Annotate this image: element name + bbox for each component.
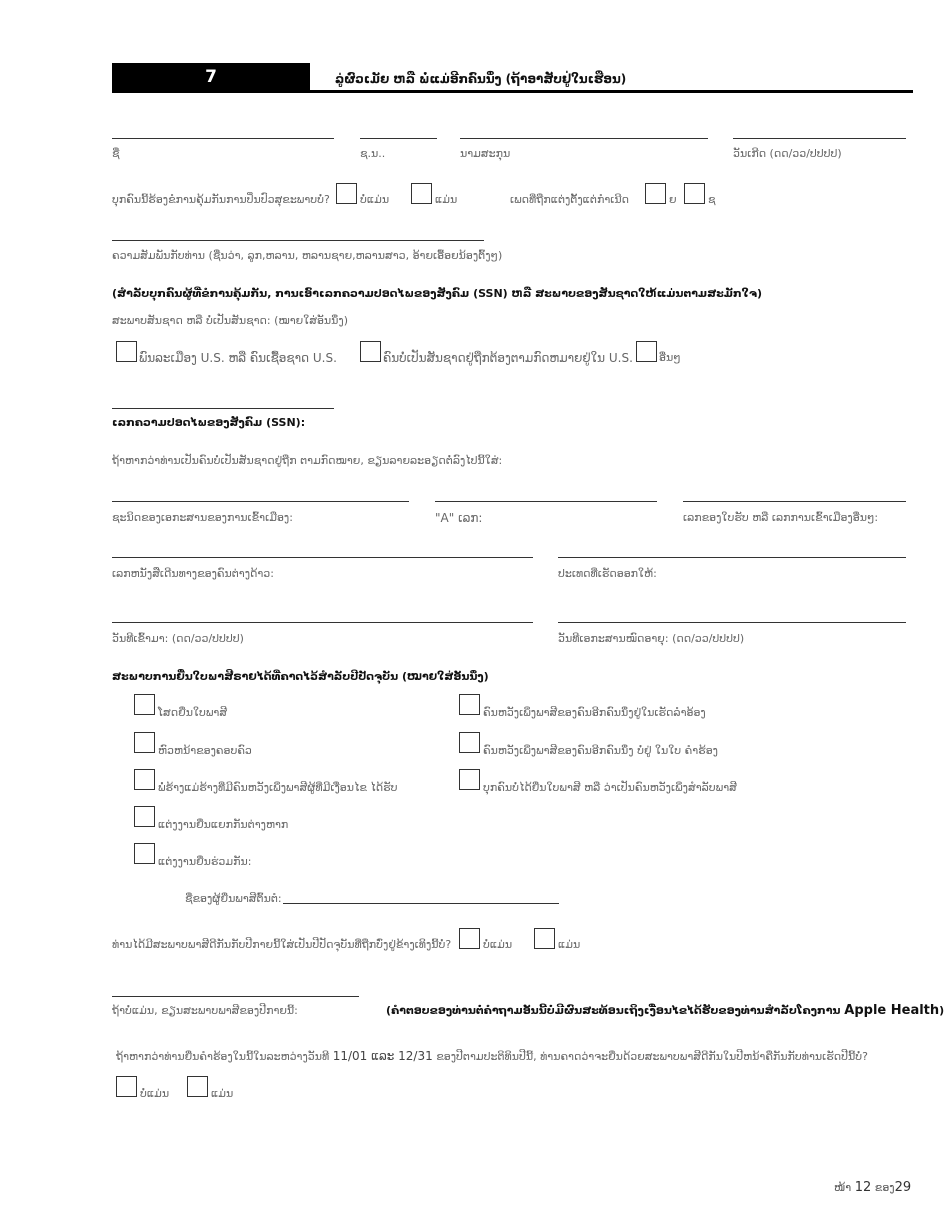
same-status-yes-label: ບໍ່ແມ່ນ [483,938,513,951]
entry-date-label: ວັນທີເຂົ້າມາ: (ດດ/ວວ/ປປປປ) [112,632,244,645]
sex-female-label: ຍ [669,193,677,206]
citizenship-label: ສະພາບສັນຊາດ ຫລື ບໍ່ເປັນສັນຊາດ: (ໝາຍໃສ່ອັນນຶ່ງ) [112,314,349,327]
next-year-prefix: ຖ້າຫາກວ່າທ່ານຍື່ນຄຳຮ້ອງໃນນີ້ໃນລະຫວ່າງວັນທີ [116,1050,333,1063]
coverage-no-checkbox[interactable] [411,183,432,204]
country-field[interactable] [558,557,906,558]
expiry-date-label: ວັນທີເອກະສານໝົດອາຍຸ: (ດດ/ວວ/ປປປປ) [558,632,745,645]
joint-filer-name-field[interactable] [283,903,559,904]
citizen-lawful-label: ຄົນບໍ່ເປັນສັນຊາດຢູ່ຖືກຕ້ອງຕາມກົດຫມາຍຢູ່ໃນ U.S. [383,351,633,365]
relationship-field[interactable] [112,240,484,241]
note-brand: Apple Health [844,1003,940,1018]
apple-health-note [386,1003,944,1018]
a-number-label: "A" ເລກ: [435,511,483,525]
tax-dependent-off-app-checkbox[interactable] [459,732,480,753]
section-number: 7 [112,63,310,93]
tax-head-household-checkbox[interactable] [134,732,155,753]
doc-type-label: ຊະນິດຂອງເອກະສານຂອງການເຂົ້າເມືອງ: [112,511,293,524]
tax-married-joint-label: ແຕ່ງງານຍື່ນຮ່ວມກັນ: [158,855,252,868]
tax-heading: ສະພາບການຍື່ນໃບພາສີຣາຍໄດ້ທີ່ຄາດໄວ້ສຳລັບປີປັດຈຸບັນ (ໝາຍໃສ່ອັນນຶ່ງ) [112,670,489,683]
sex-female-checkbox[interactable] [645,183,666,204]
tax-nonfiler-checkbox[interactable] [459,769,480,790]
tax-single-checkbox[interactable] [134,694,155,715]
next-year-yes-checkbox[interactable] [116,1076,137,1097]
country-label: ປະເທດທີ່ເຮັດອອກໃຫ້: [558,567,657,580]
coverage-yes-label: ບໍ່ແມ່ນ [360,193,390,206]
coverage-question: ບຸກຄົນນີ້ຮ້ອງຂໍການຄຸ້ມກັນການປິ່ນປົວສຸຂະພາບບໍ່? [112,193,330,206]
ssn-field[interactable] [112,408,334,409]
citizen-other-label: ອື່ນໆ [659,351,681,364]
expiry-date-field[interactable] [558,622,906,623]
entry-date-field[interactable] [112,622,533,623]
sex-label: ເພດທີ່ຖືກແຕ່ງຕັ້ງແຕ່ກຳເນີດ [510,193,630,206]
next-year-no-label: ແມ່ນ [211,1087,234,1100]
sex-male-label: ຊ [708,193,716,206]
passport-label: ເລກຫນັງສືເດີນທາງຂອງຄົນຕ່າງດ້າວ: [112,567,274,580]
sex-male-checkbox[interactable] [684,183,705,204]
citizen-lawful-checkbox[interactable] [360,341,381,362]
relationship-label: ຄວາມສັມພັນກັບທ່ານ (ຊື່ນວ່າ, ລູກ,ຫລານ, ຫລານຊາຍ,ຫລານສາວ, ອ້າຍເອື້ອຍນ້ອງຕົ້ງໆ) [112,249,503,262]
tax-nonfiler-label: ບຸກຄົນບໍ່ໄດ້ຍື່ນໃບພາສີ ຫລື ວ່າເປັນຄົນຫວັງເພິ່ງສຳລັບພາສີ [483,781,737,794]
tax-dependent-on-app-label: ຄົນຫວັງເພິ່ງພາສີຂອງຄົນອີກຄົນນຶ່ງຢູ່ໃນເຮັດລຳອ້ອງ [483,706,706,719]
header-rule [310,90,913,93]
next-year-dates: 11/01 ແລະ 12/31 [332,1049,433,1063]
mi-label: ຊ.ນ.. [360,147,386,160]
tax-single-label: ໂສດຍື່ນໃບພາສີ [158,706,228,719]
same-status-question: ທ່ານໄດ້ມີສະພາບພາສີດີກັນກັບປີກາຍນີ້ໃສ່ເປັນປີປັດຈຸບັນທີ່ຖືກບົ່ງຢູ່ຂ້າງເທິງນີ້ບໍ່? [112,938,452,951]
last-year-status-field[interactable] [112,996,359,997]
joint-filer-name-label: ຊື່ຂອງຜູ້ຍື່ນພາສີຕົ້ນຕໍ: [185,892,282,905]
note-prefix: (ຄຳຕອບຂອງທ່ານຕໍ່ຄຳຖາມອັນນີ້ບໍ່ມີຜົນສະທ້ອນເຖິງເງື່ອນໄຂໄດ້ຮັບຂອງທ່ານສຳລັບໂຄງການ [386,1004,845,1017]
tax-widow-checkbox[interactable] [134,769,155,790]
card-number-label: ເລກຂອງໃບຮັບ ຫລື ເລກການເຂົ້າເມືອງອື່ນໆ: [683,511,879,524]
ssn-label: ເລກຄວາມປອດໄພຂອງສັງຄົມ (SSN): [112,416,306,429]
next-year-no-checkbox[interactable] [187,1076,208,1097]
card-number-field[interactable] [683,501,906,502]
dob-field[interactable] [733,138,906,139]
coverage-yes-checkbox[interactable] [336,183,357,204]
name-field[interactable] [112,138,334,139]
coverage-no-label: ແມ່ນ [435,193,458,206]
next-year-question [116,1049,868,1063]
next-year-yes-label: ບໍ່ແມ່ນ [140,1087,170,1100]
section-title: ລູ່ຜົວເມັຍ ຫລື ພໍ່ແມ່ອີກຄົນນຶ່ງ (ຖ້າອາສັບຢູ່ໃນເຮືອນ) [335,72,627,86]
citizen-us-checkbox[interactable] [116,341,137,362]
tax-dependent-off-app-label: ຄົນຫວັງເພິ່ງພາສີຂອງຄົນອີກຄົນນຶ່ງ ບໍ່ຢູ່ ໃນໃບ ຄຳຮ້ອງ [483,744,718,757]
surname-label: ນາມສະກຸນ [460,147,511,160]
next-year-suffix: ຂອງປີຕາມປະຕິທິນປີນີ້, ທ່ານຄາດວ່າຈະຍື່ນດ້ວຍສະພາບພາສີດີກັນໃນປີຫນ້າຄືກັນກັບທ່ານເຮັດປີນີ້ບໍ່? [432,1050,868,1063]
mi-field[interactable] [360,138,437,139]
tax-head-household-label: ຫົວຫນ້າຂອງຄອບຄົວ [158,744,252,757]
tax-married-separate-label: ແຕ່ງງານຍື່ນແຍກກັນຕ່າງຫາກ [158,818,289,831]
page-current: 12 [854,1180,872,1195]
page-prefix: ໜ້າ [834,1181,852,1194]
immigration-intro: ຖ້າຫາກວ່າທ່ານເປັນຄົນບໍ່ເປັນສັນຊາດຢູ່ຖືກ ຕາມກົດໝາຍ, ຂຽນລາຍລະອຽດຕໍ່ລົງໄປນີ້ໃສ່: [112,454,503,467]
page-total: 29 [894,1180,912,1195]
citizen-us-label: ພົນລະເມືອງ U.S. ຫລື ຄົນເຊື້ອຊາດ U.S. [139,351,337,365]
surname-field[interactable] [460,138,708,139]
dob-label: ວັນເກີດ (ດດ/ວວ/ປປປປ) [733,147,842,160]
doc-type-field[interactable] [112,501,409,502]
same-status-no-checkbox[interactable] [534,928,555,949]
tax-married-separate-checkbox[interactable] [134,806,155,827]
note-suffix: ) [939,1004,945,1017]
a-number-field[interactable] [435,501,657,502]
last-year-status-label: ຖ້າບໍ່ແມ່ນ, ຂຽນສະພາບພາສີຂອງປີກາຍນີ້: [112,1004,298,1017]
page-of: ຂອງ [874,1181,895,1194]
tax-dependent-on-app-checkbox[interactable] [459,694,480,715]
same-status-yes-checkbox[interactable] [459,928,480,949]
same-status-no-label: ແມ່ນ [558,938,581,951]
name-label: ຊື່ [112,147,120,160]
page-number [834,1180,911,1195]
tax-married-joint-checkbox[interactable] [134,843,155,864]
passport-field[interactable] [112,557,533,558]
ssn-note: (ສຳລັບບຸກຄົນຜູ້ທີ່ຂໍການຄຸ້ມກັນ, ການເອົາເລກຄວາມປອດໄພຂອງສັງຄົມ (SSN) ຫລື ສະພາບຂອງສັນຊາດໃຫ້ແມ່ນຕາມສະມັກໃຈ) [112,287,763,300]
citizen-other-checkbox[interactable] [636,341,657,362]
tax-widow-label: ພໍ່ຮ້າງແມ່ຮ້າງທີ່ມີຄົນຫວັງເພິ່ງພາສີຜູ້ທີ່ມີເງື່ອນໄຂ ໄດ້ຮັບ [158,781,398,794]
